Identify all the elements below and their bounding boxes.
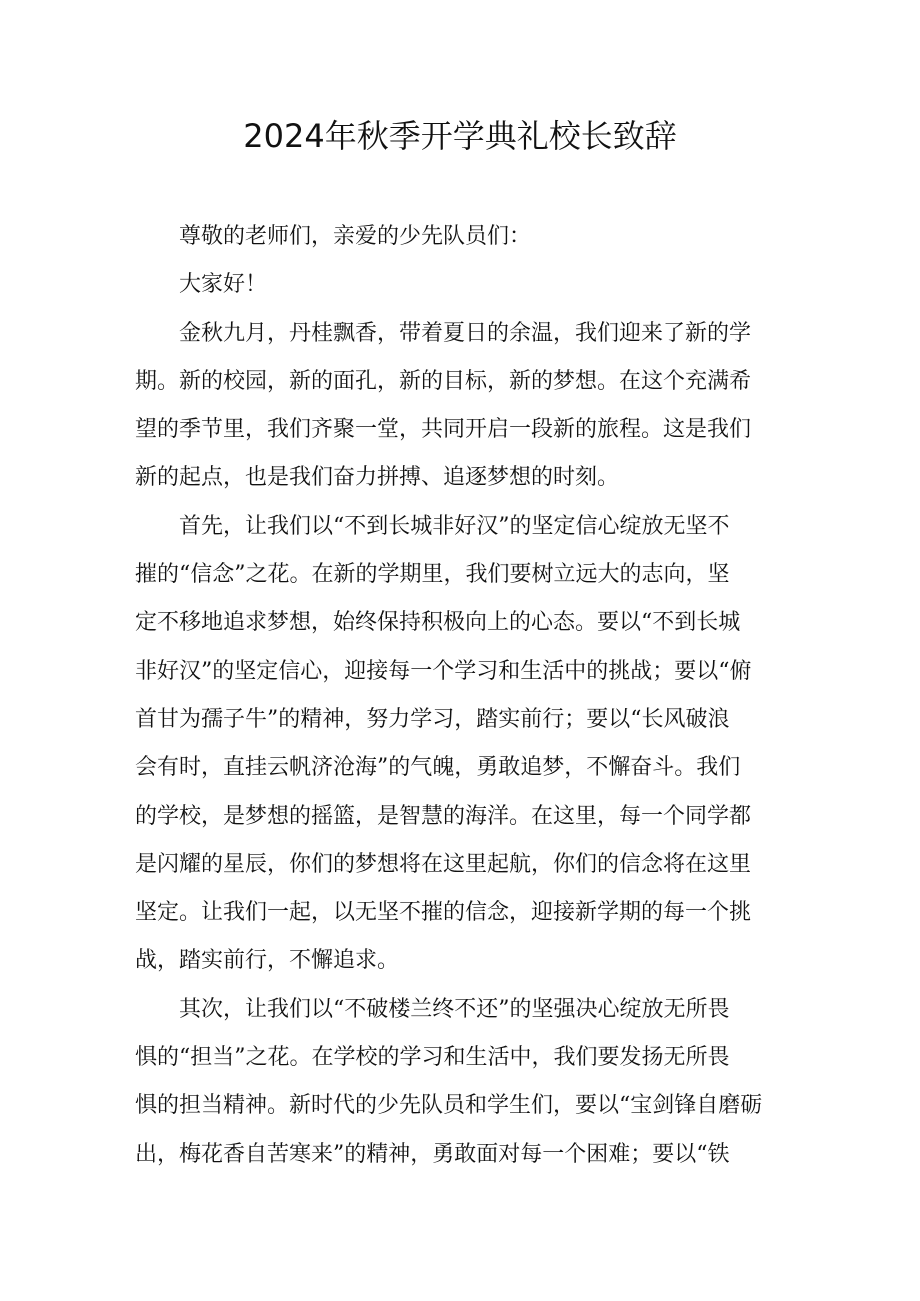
paragraph-line: 定不移地追求梦想，始终保持积极向上的心态。要以“不到长城 [135,610,741,636]
paragraph-line: 其次，让我们以“不破楼兰终不还”的坚强决心绽放无所畏 [179,996,730,1022]
paragraph [135,986,785,1179]
paragraph-line: 金秋九月，丹桂飘香，带着夏日的余温，我们迎来了新的学 [179,320,752,346]
paragraph-line: 会有时，直挂云帆济沧海”的气魄，勇敢追梦，不懈奋斗。我们 [135,755,741,781]
paragraph-line: 战，踏实前行，不懈追求。 [135,948,400,974]
paragraph-line: 惧的“担当”之花。在学校的学习和生活中，我们要发扬无所畏 [135,1045,730,1071]
paragraph [135,503,785,986]
document-body [135,213,785,1179]
paragraph-line: 望的季节里，我们齐聚一堂，共同开启一段新的旅程。这是我们 [135,417,752,443]
paragraph-line: 坚定。让我们一起，以无坚不摧的信念，迎接新学期的每一个挑 [135,900,752,926]
paragraph-line: 新的起点，也是我们奋力拼搏、追逐梦想的时刻。 [135,465,620,491]
paragraph-line: 期。新的校园，新的面孔，新的目标，新的梦想。在这个充满希 [135,368,752,394]
paragraph-line: 的学校，是梦想的摇篮，是智慧的海洋。在这里，每一个同学都 [135,803,752,829]
document-title: 2024年秋季开学典礼校长致辞 [243,117,677,155]
paragraph-line: 非好汉”的坚定信心，迎接每一个学习和生活中的挑战；要以“俯 [135,658,752,684]
paragraph [135,310,785,503]
paragraph-line: 是闪耀的星辰，你们的梦想将在这里起航，你们的信念将在这里 [135,851,752,877]
salutation: 尊敬的老师们，亲爱的少先队员们： [179,224,532,249]
paragraph-line: 出，梅花香自苦寒来”的精神，勇敢面对每一个困难；要以“铁 [135,1141,730,1167]
paragraph-line: 首先，让我们以“不到长城非好汉”的坚定信心绽放无坚不 [179,513,730,539]
paragraph-line: 惧的担当精神。新时代的少先队员和学生们，要以“宝剑锋自磨砺 [135,1093,763,1119]
greeting: 大家好！ [179,272,268,298]
paragraph-line: 首甘为孺子牛”的精神，努力学习，踏实前行；要以“长风破浪 [135,706,730,732]
paragraph-line: 摧的“信念”之花。在新的学期里，我们要树立远大的志向，坚 [135,562,730,588]
